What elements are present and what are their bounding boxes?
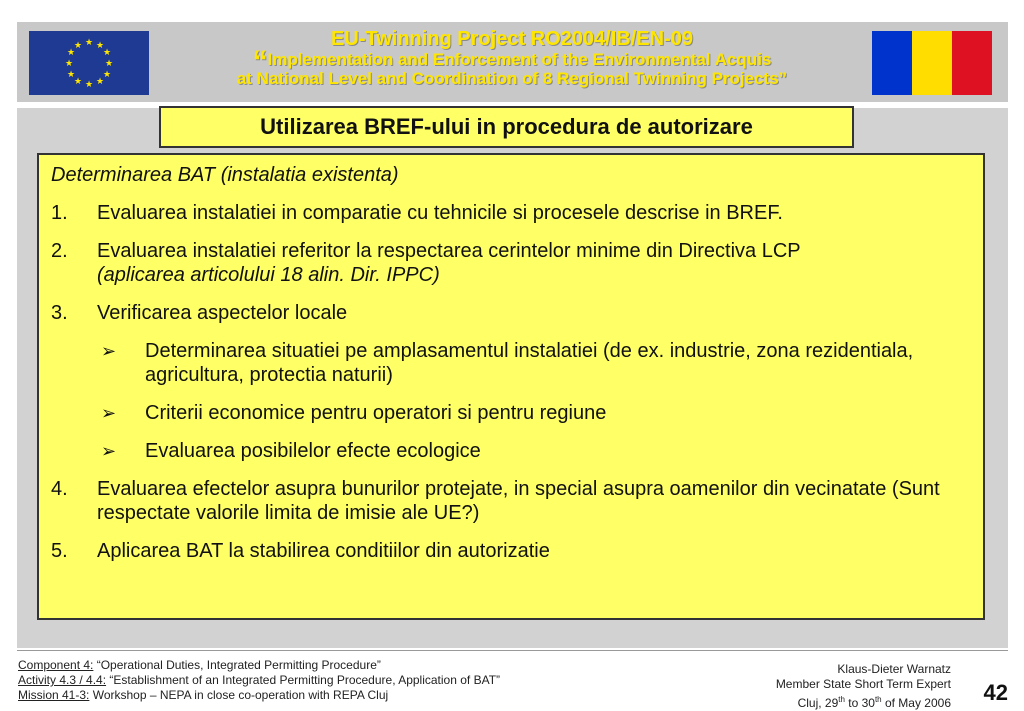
sub-item-1: ➢ Determinarea situatiei pe amplasamentul instalatiei (de ex. industrie, zona rezidentiala, agricultura, protectia naturii) <box>101 340 914 386</box>
svg-text:★: ★ <box>104 59 114 69</box>
header-banner <box>17 22 1008 102</box>
svg-text:★: ★ <box>66 48 76 58</box>
arrow-bullet-icon: ➢ <box>101 341 117 361</box>
slide-content <box>37 153 985 620</box>
svg-text:★: ★ <box>84 38 94 48</box>
project-title: EU-Twinning Project RO2004/IB/EN-09 <box>331 28 693 50</box>
sub-item-2: ➢ Criterii economice pentru operatori si pentru regiune <box>101 402 607 424</box>
svg-text:★: ★ <box>73 41 83 51</box>
footer-activity: Activity 4.3 / 4.4: “Establishment of an Integrated Permitting Procedure, Application of BAT” <box>18 673 501 687</box>
svg-text:★: ★ <box>95 77 105 87</box>
project-subtitle-line2: at National Level and Coordination of 8 Regional Twinning Projects” <box>236 69 788 88</box>
event-date: Cluj, 29th to 30th of May 2006 <box>797 695 951 710</box>
svg-text:★: ★ <box>84 80 94 90</box>
list-item-2: 2. Evaluarea instalatiei referitor la respectarea cerintelor minime din Directiva LCP (aplicarea articolului 18 alin. Dir. IPPC) <box>51 240 801 286</box>
footer-mission: Mission 41-3: Workshop – NEPA in close co-operation with REPA Cluj <box>18 688 389 702</box>
project-heading <box>167 28 857 88</box>
slide-title: Utilizarea BREF-ului in procedura de autorizare <box>159 106 854 148</box>
footer-component: Component 4: “Operational Duties, Integrated Permitting Procedure” <box>18 658 381 672</box>
svg-text:★: ★ <box>95 41 105 51</box>
svg-text:★: ★ <box>73 77 83 87</box>
svg-text:★: ★ <box>102 48 112 58</box>
arrow-bullet-icon: ➢ <box>101 403 117 423</box>
romania-flag-icon <box>872 31 992 95</box>
eu-flag-icon <box>29 31 149 95</box>
svg-text:★: ★ <box>66 70 76 80</box>
list-item-1: 1. Evaluarea instalatiei in comparatie cu tehnicile si procesele descrise in BREF. <box>51 202 783 224</box>
svg-text:★: ★ <box>102 70 112 80</box>
page-number: 42 <box>983 680 1008 705</box>
project-subtitle-line1: “Implementation and Enforcement of the Environmental Acquis <box>252 45 772 78</box>
footer-info <box>18 658 500 703</box>
arrow-bullet-icon: ➢ <box>101 441 117 461</box>
svg-text:★: ★ <box>64 59 74 69</box>
footer-author <box>776 662 951 711</box>
intro-text: Determinarea BAT (instalatia existenta) <box>51 164 399 186</box>
author-name: Klaus-Dieter Warnatz <box>837 662 951 676</box>
author-role: Member State Short Term Expert <box>775 677 951 691</box>
list-item-4: 4. Evaluarea efectelor asupra bunurilor protejate, in special asupra oamenilor din vecinatate (Sunt respectate valorile limita de imisie ale UE?) <box>51 478 940 524</box>
footer-divider <box>17 650 1008 651</box>
sub-item-3: ➢ Evaluarea posibilelor efecte ecologice <box>101 440 481 462</box>
list-item-3: 3. Verificarea aspectelor locale <box>51 302 348 324</box>
list-item-5: 5. Aplicarea BAT la stabilirea conditiilor din autorizatie <box>51 540 550 562</box>
